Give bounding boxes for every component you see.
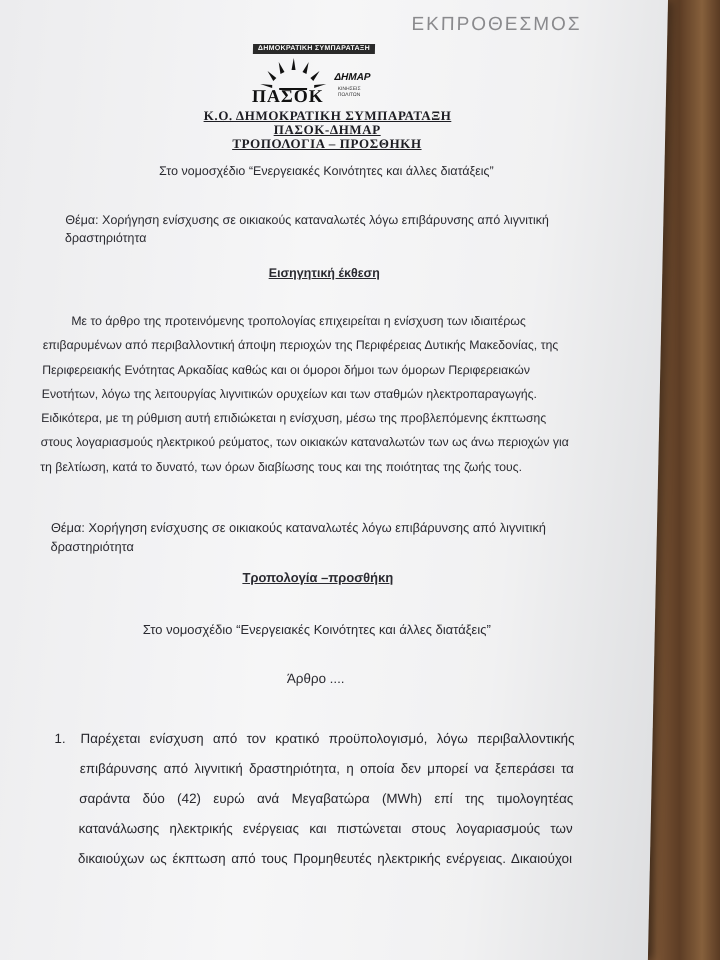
report-line: Με το άρθρο της προτεινόμενης τροπολογίας επιχειρείται η ενίσχυση των ιδιαιτέρως bbox=[71, 314, 527, 328]
logo-pasok-text: ΠΑΣΟΚ bbox=[251, 86, 324, 106]
bill-title-1: Στο νομοσχέδιο “Ενεργειακές Κοινότητες και άλλες διατάξεις” bbox=[158, 164, 494, 178]
header-line-2: ΠΑΣΟΚ-ΔΗΜΑΡ bbox=[273, 122, 381, 137]
party-logo bbox=[248, 44, 389, 108]
report-line: Ειδικότερα, με τη ρύθμιση αυτή επιδιώκεται η ενίσχυση, μέσω της προβλεπόμενης έκπτωσης bbox=[41, 411, 547, 426]
subject-2-line-1: Θέμα: Χορήγηση ενίσχυσης σε οικιακούς καταναλωτές λόγω επιβάρυνσης από λιγνιτική bbox=[50, 520, 547, 535]
logo-kinhseis-text: ΚΙΝΗΣΕΙΣ ΠΟΛΙΤΩΝ bbox=[337, 86, 361, 98]
subject-2-line-2: δραστηριότητα bbox=[50, 539, 135, 554]
sun-icon bbox=[248, 54, 339, 90]
header-line-1: Κ.Ο. ΔΗΜΟΚΡΑΤΙΚΗ ΣΥΜΠΑΡΑΤΑΞΗ bbox=[203, 108, 452, 123]
report-line: στους λογαριασμούς ηλεκτρικού ρεύματος, των οικιακών καταναλωτών των ως άνω περιοχών για bbox=[40, 435, 569, 450]
article-heading: Άρθρο .... bbox=[286, 671, 345, 686]
late-submission-stamp: ΕΚΠΡΟΘΕΣΜΟΣ bbox=[411, 14, 582, 35]
header-line-3: ΤΡΟΠΟΛΟΓΙΑ – ΠΡΟΣΘΗΚΗ bbox=[232, 136, 422, 151]
item-number: 1. bbox=[54, 731, 66, 746]
item-text bbox=[78, 724, 575, 874]
report-line: Περιφερειακής Ενότητας Αρκαδίας καθώς και οι όμοροι δήμοι των όμορων Περιφερειακών bbox=[42, 362, 531, 377]
report-line: επιβαρυμένων από περιβαλλοντική άποψη περιοχών της Περιφέρειας Δυτικής Μακεδονίας, της bbox=[42, 338, 559, 353]
item-line: Παρέχεται ενίσχυση από τον κρατικό προϋπολογισμό, λόγω περιβαλλοντικής bbox=[80, 731, 575, 746]
subject-1-line-2: δραστηριότητα bbox=[64, 231, 147, 245]
item-line: σαράντα δύο (42) ευρώ ανά Μεγαβατώρα (MWh) επί της τιμολογητέας bbox=[79, 791, 574, 806]
report-line: Ενοτήτων, λόγω της λειτουργίας λιγνιτικών ορυχείων και των σταθμών ηλεκτροπαραγωγής. bbox=[41, 386, 538, 401]
report-paragraph bbox=[40, 309, 574, 479]
report-line: τη βελτίωση, κατά το δυνατό, των όρων διαβίωσης τους και της ποιότητας της ζωής τους. bbox=[40, 459, 523, 474]
amendment-title: Τροπολογία –προσθήκη bbox=[242, 570, 394, 585]
bill-title-2: Στο νομοσχέδιο “Ενεργειακές Κοινότητες και άλλες διατάξεις” bbox=[142, 622, 491, 637]
item-line: κατανάλωσης ηλεκτρικής ενέργειας και πιστώνεται στους λογαριασμούς των bbox=[78, 821, 573, 836]
report-title: Εισηγητική έκθεση bbox=[268, 266, 380, 280]
subject-1-line-1: Θέμα: Χορήγηση ενίσχυσης σε οικιακούς καταναλωτές λόγω επιβάρυνσης από λιγνιτική bbox=[65, 213, 550, 227]
item-line: δικαιούχων ως έκπτωση από τους Προμηθευτές ηλεκτρικής ενέργειας. Δικαιούχοι bbox=[77, 851, 573, 866]
item-line: επιβάρυνσης από λιγνιτική δραστηριότητα, η οποία δεν μπορεί να ξεπεράσει τα bbox=[79, 761, 575, 776]
logo-banner: ΔΗΜΟΚΡΑΤΙΚΗ ΣΥΜΠΑΡΑΤΑΞΗ bbox=[253, 44, 375, 54]
logo-dimar-text: ΔΗΜΑΡ bbox=[334, 72, 371, 83]
